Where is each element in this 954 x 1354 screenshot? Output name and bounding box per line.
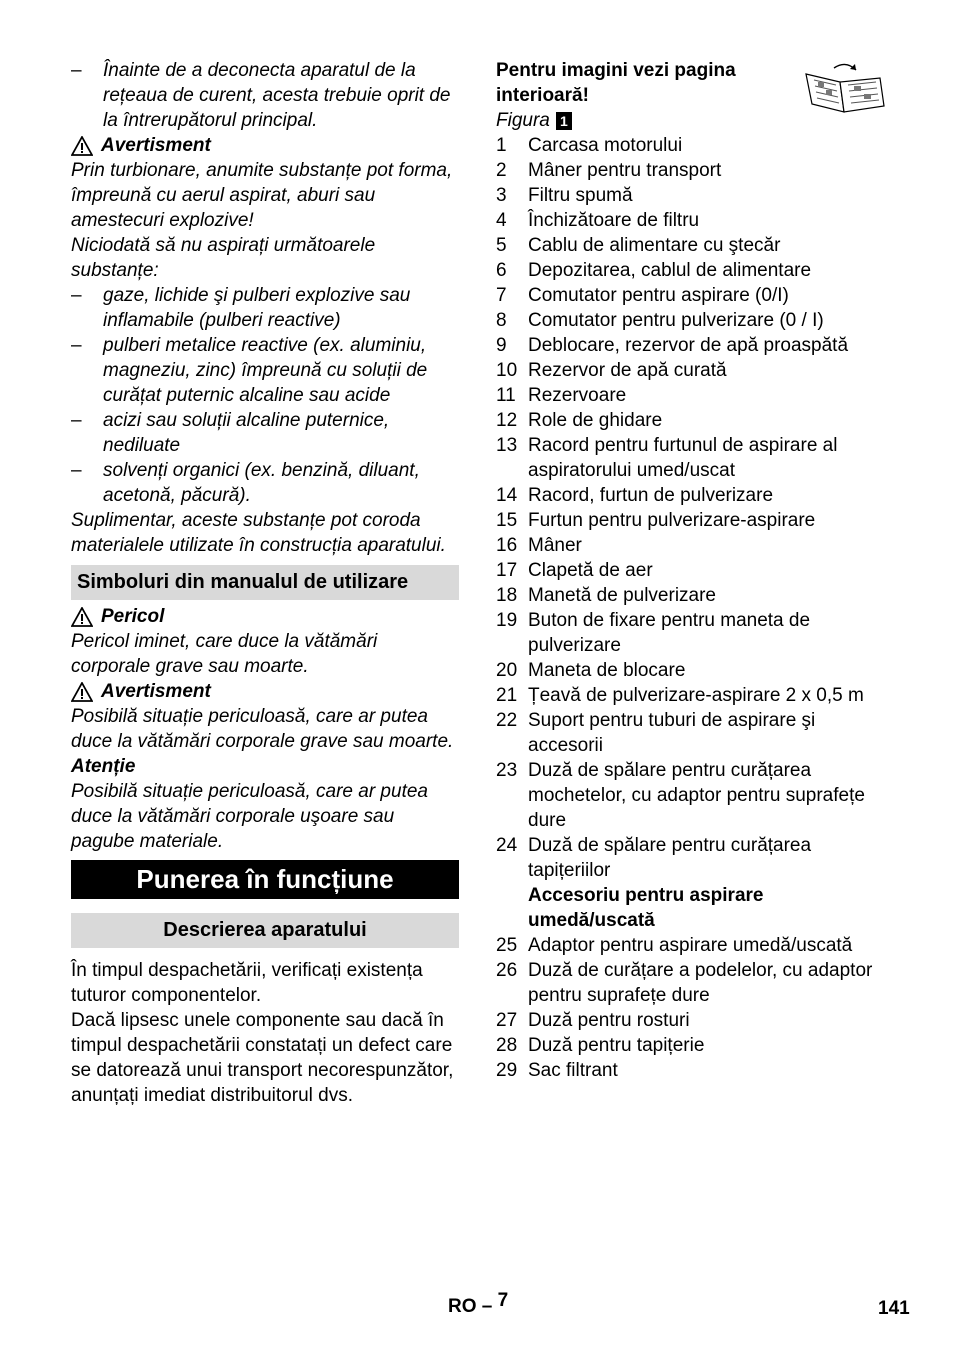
item-number: 19 [496,610,518,631]
description-text: În timpul despachetării, verificați existența tuturor componentelor. [71,960,423,1006]
list-item [496,683,888,708]
item-text: Racord, furtun de pulverizare [528,485,774,506]
item-number: 28 [496,1035,518,1056]
item-number: 29 [496,1060,518,1081]
symbols-heading: Simboluri din manualul de utilizare [71,565,459,600]
attention-text: Posibilă situație periculoasă, care ar putea duce la vătămări corporale uşoare sau pagube materiale. [71,781,428,852]
item-number: 21 [496,685,518,706]
component-list [496,133,888,883]
attention-heading [71,754,459,779]
figure-number-badge: 1 [556,112,572,130]
left-column [71,58,459,1108]
list-item [496,608,888,658]
list-item [496,658,888,683]
item-text: Deblocare, rezervor de apă proaspătă [528,335,849,356]
item-number: 25 [496,935,518,956]
list-item [496,508,888,533]
item-number: 8 [496,310,507,331]
item-text: Maneta de blocare [528,660,686,681]
item-text: Comutator pentru pulverizare (0 / I) [528,310,824,331]
item-number: 14 [496,485,518,506]
page-number: 141 [878,1298,910,1319]
list-item [496,408,888,433]
item-number: 2 [496,160,507,181]
item-text: Manetă de pulverizare [528,585,716,606]
item-number: 7 [496,285,507,306]
item-text: Mâner pentru transport [528,160,722,181]
item-text: Buton de fixare pentru maneta de pulverizare [528,610,811,656]
substance-text: acizi sau soluții alcaline puternice, nediluate [103,410,390,456]
danger-text: Pericol iminet, care duce la vătămări corporale grave sau moarte. [71,631,378,677]
list-item [496,1008,888,1033]
substance-text: gaze, lichide şi pulberi explozive sau inflamabile (pulberi reactive) [103,285,411,331]
item-number: 24 [496,835,518,856]
description-heading: Descrierea aparatului [71,913,459,948]
warning-triangle-icon [71,607,93,627]
list-item [496,583,888,608]
item-text: Carcasa motorului [528,135,683,156]
item-text: Suport pentru tuburi de aspirare şi accesorii [528,710,816,756]
item-text: Filtru spumă [528,185,633,206]
item-number: 10 [496,360,518,381]
list-item [496,258,888,283]
warning-triangle-icon [71,136,93,156]
description-text: Dacă lipsesc unele componente sau dacă în timpul despachetării constatați un defect care se datorează unui transport necorespunzător, anunțați imediat distribuitorul dvs. [71,1010,454,1106]
warning-text: Suplimentar, aceste substanțe pot coroda materialele utilizate în construcția aparatului. [71,510,446,556]
list-item [71,283,459,333]
attention-title: Atenție [71,756,136,777]
item-text: Duză pentru rosturi [528,1010,690,1031]
item-text: Duză de curățare a podelelor, cu adaptor pentru suprafețe dure [528,960,873,1006]
list-item [496,133,888,158]
list-item [496,333,888,358]
footer-section-page: 7 [497,1290,509,1311]
list-item [71,333,459,408]
item-number: 6 [496,260,507,281]
accessory-heading: Accesoriu pentru aspirare umedă/uscată [528,885,764,931]
warning-title: Avertisment [101,135,211,156]
item-number: 17 [496,560,518,581]
item-text: Furtun pentru pulverizare-aspirare [528,510,816,531]
item-number: 18 [496,585,518,606]
item-number: 11 [496,385,516,406]
right-column [496,58,888,1083]
intro-item-text: Înainte de a deconecta aparatul de la rețeaua de curent, acesta trebuie oprit de la întrerupătorul principal. [103,60,451,131]
danger-title: Pericol [101,606,165,627]
item-text: Mâner [528,535,582,556]
warning-heading [71,679,459,704]
item-number: 9 [496,335,507,356]
list-item [496,533,888,558]
item-number: 23 [496,760,518,781]
list-item [496,283,888,308]
item-number: 5 [496,235,507,256]
list-item [71,408,459,458]
footer-lang: RO [448,1296,477,1317]
list-item [71,58,459,133]
item-text: Închizătoare de filtru [528,210,700,231]
item-text: Depozitarea, cablul de alimentare [528,260,812,281]
item-text: Rezervor de apă curată [528,360,727,381]
dash-bullet: – [71,335,82,356]
dash-bullet: – [71,410,82,431]
list-item [496,1033,888,1058]
warning-heading [71,133,459,158]
list-item [496,308,888,333]
item-number: 3 [496,185,507,206]
warning-text: Posibilă situație periculoasă, care ar putea duce la vătămări corporale grave sau moarte. [71,706,454,752]
item-text: Adaptor pentru aspirare umedă/uscată [528,935,853,956]
list-item [496,208,888,233]
warning-triangle-icon [71,682,93,702]
list-item [496,833,888,883]
section-title: Punerea în funcțiune [71,860,459,899]
item-number: 22 [496,710,518,731]
item-text: Sac filtrant [528,1060,618,1081]
list-item [496,158,888,183]
item-number: 20 [496,660,518,681]
item-text: Clapetă de aer [528,560,653,581]
danger-heading [71,604,459,629]
list-item [496,558,888,583]
warning-title: Avertisment [101,681,211,702]
item-text: Role de ghidare [528,410,663,431]
list-item [496,233,888,258]
item-text: Duză pentru tapițerie [528,1035,705,1056]
item-number: 1 [496,135,507,156]
item-text: Comutator pentru aspirare (0/I) [528,285,789,306]
list-item [496,483,888,508]
list-item [496,383,888,408]
item-number: 27 [496,1010,518,1031]
item-number: 15 [496,510,518,531]
list-item [496,708,888,758]
figure-label: Figura [496,110,550,131]
list-item [496,933,888,958]
item-text: Rezervoare [528,385,627,406]
accessory-list [496,933,888,1083]
item-number: 16 [496,535,518,556]
list-item [496,358,888,383]
item-number: 13 [496,435,518,456]
substance-text: pulberi metalice reactive (ex. aluminiu, magneziu, zinc) împreună cu soluții de curățat puternic alcaline sau acide [103,335,428,406]
item-text: Țeavă de pulverizare-aspirare 2 x 0,5 m [528,685,864,706]
list-item [496,958,888,1008]
warning-text: Niciodată să nu aspirați următoarele substanțe: [71,235,376,281]
item-number: 26 [496,960,518,981]
list-item [71,458,459,508]
item-text: Cablu de alimentare cu ştecăr [528,235,781,256]
list-item [496,758,888,833]
substance-text: solvenți organici (ex. benzină, diluant, acetonă, păcură). [103,460,420,506]
warning-text: Prin turbionare, anumite substanțe pot forma, împreună cu aerul aspirat, aburi sau amestecuri explozive! [71,160,453,231]
item-text: Duză de spălare pentru curățarea tapițeriilor [528,835,812,881]
dash-bullet: – [71,460,82,481]
footer-dash: – [481,1296,493,1317]
figure-label-line [496,108,888,133]
dash-bullet: – [71,285,82,306]
item-number: 4 [496,210,507,231]
item-text: Racord pentru furtunul de aspirare al aspiratorului umed/uscat [528,435,838,481]
item-text: Duză de spălare pentru curățarea mochetelor, cu adaptor pentru suprafețe dure [528,760,865,831]
list-item [496,183,888,208]
list-item [496,1058,888,1083]
footer-language-page [448,1290,509,1318]
item-number: 12 [496,410,518,431]
list-item [496,433,888,483]
figure-reference-heading: Pentru imagini vezi pagina interioară! [496,60,736,106]
dash-bullet: – [71,60,82,81]
